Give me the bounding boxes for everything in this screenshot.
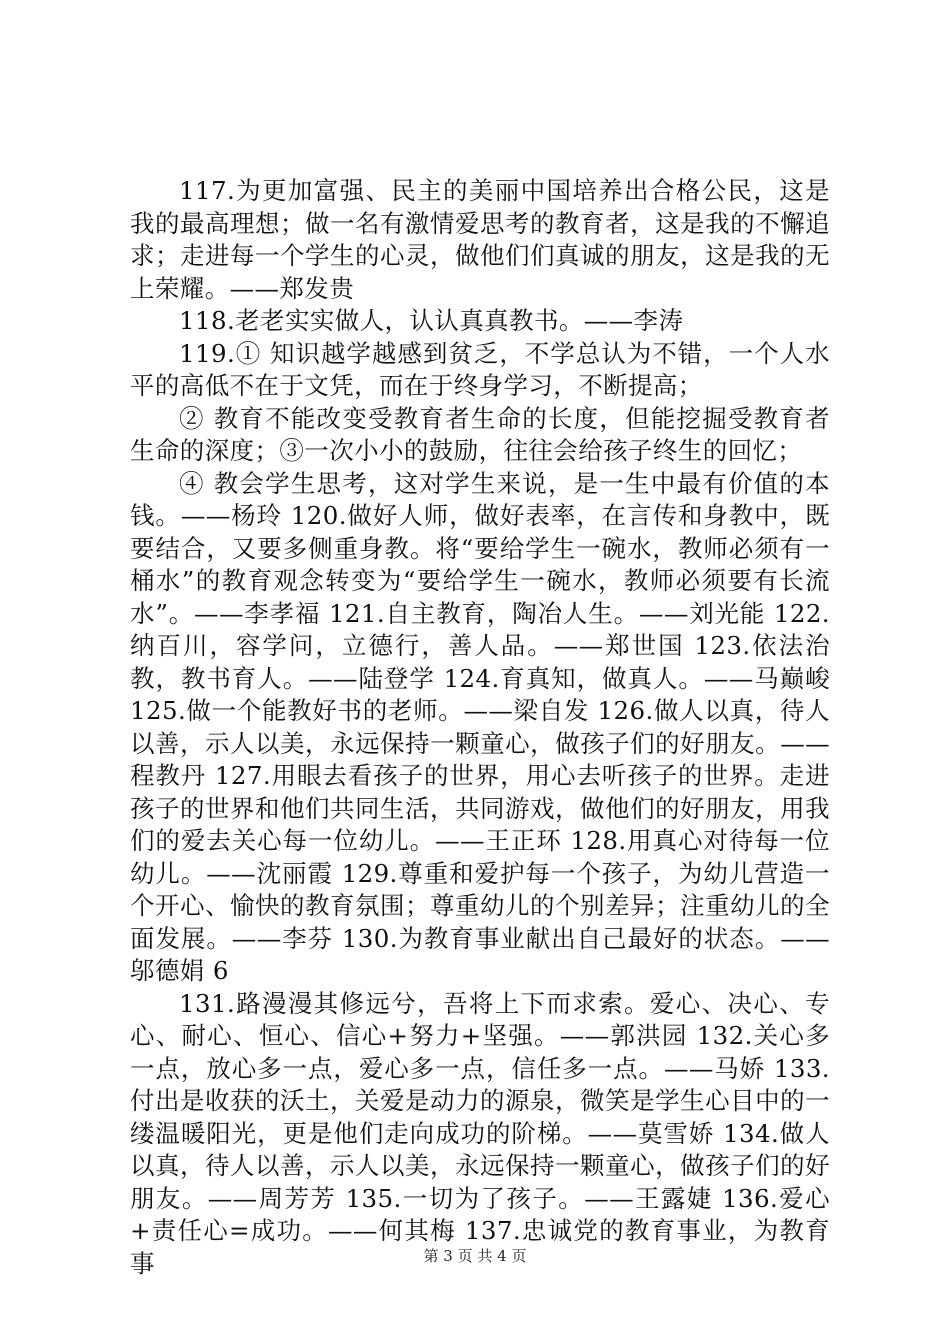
document-body <box>130 175 830 1280</box>
paragraph-118: 118.老老实实做人，认认真真教书。——李涛 <box>179 306 684 335</box>
paragraph-117: 117.为更加富强、民主的美丽中国培养出合格公民，这是我的最高理想；做一名有激情爱思考的教育者，这是我的不懈追求；走进每一个学生的心灵，做他们们真诚的朋友，这是我的无上荣耀。——郑发贵 <box>130 176 830 303</box>
paragraph-119-item-4-to-130: ④ 教会学生思考，这对学生来说，是一生中最有价值的本钱。——杨玲 120.做好人师，做好表率，在言传和身教中，既要结合，又要多侧重身教。将“要给学生一碗水，教师必须有一桶水”的教育观念转变为“要给学生一碗水，教师必须要有长流水”。——李孝福 121.自主教育，陶冶人生。——刘光能 122.纳百川，容学问，立德行，善人品。——郑世国 123.依法治教，教书育人。——陆登学 124.育真知，做真人。——马巅峻 125.做一个能教好书的老师。——梁自发 126.做人以真，待人以善，示人以美，永远保持一颗童心，做孩子们的好朋友。——程教丹 127.用眼去看孩子的世界，用心去听孩子的世界。走进孩子的世界和他们共同生活，共同游戏，做他们的好朋友，用我们的爱去关心每一位幼儿。——王正环 128.用真心对待每一位幼儿。——沈丽霞 129.尊重和爱护每一个孩子，为幼儿营造一个开心、愉快的教育氛围；尊重幼儿的个别差异；注重幼儿的全面发展。——李芬 130.为教育事业献出自己最好的状态。——邬德娟 6 <box>130 468 830 985</box>
paragraph-119-item-2-3: ② 教育不能改变受教育者生命的长度，但能挖掘受教育者生命的深度；③一次小小的鼓励，往往会给孩子终生的回忆； <box>130 403 830 465</box>
page-footer: 第 3 页 共 4 页 <box>423 1247 527 1265</box>
paragraph-119: 119.① 知识越学越感到贫乏，不学总认为不错，一个人水平的高低不在于文凭，而在于终身学习，不断提高； <box>130 338 830 400</box>
paragraph-131-to-137: 131.路漫漫其修远兮，吾将上下而求索。爱心、决心、专心、耐心、恒心、信心+努力+坚强。——郭洪园 132.关心多一点，放心多一点，爱心多一点，信任多一点。——马娇 133.付出是收获的沃土，关爱是动力的源泉，微笑是学生心目中的一缕温暖阳光，更是他们走向成功的阶梯。——莫雪娇 134.做人以真，待人以善，示人以美，永远保持一颗童心，做孩子们的好朋友。——周芳芳 135.一切为了孩子。——王露婕 136.爱心+责任心=成功。——何其梅 137.忠诚党的教育事业，为教育事 <box>130 988 830 1278</box>
